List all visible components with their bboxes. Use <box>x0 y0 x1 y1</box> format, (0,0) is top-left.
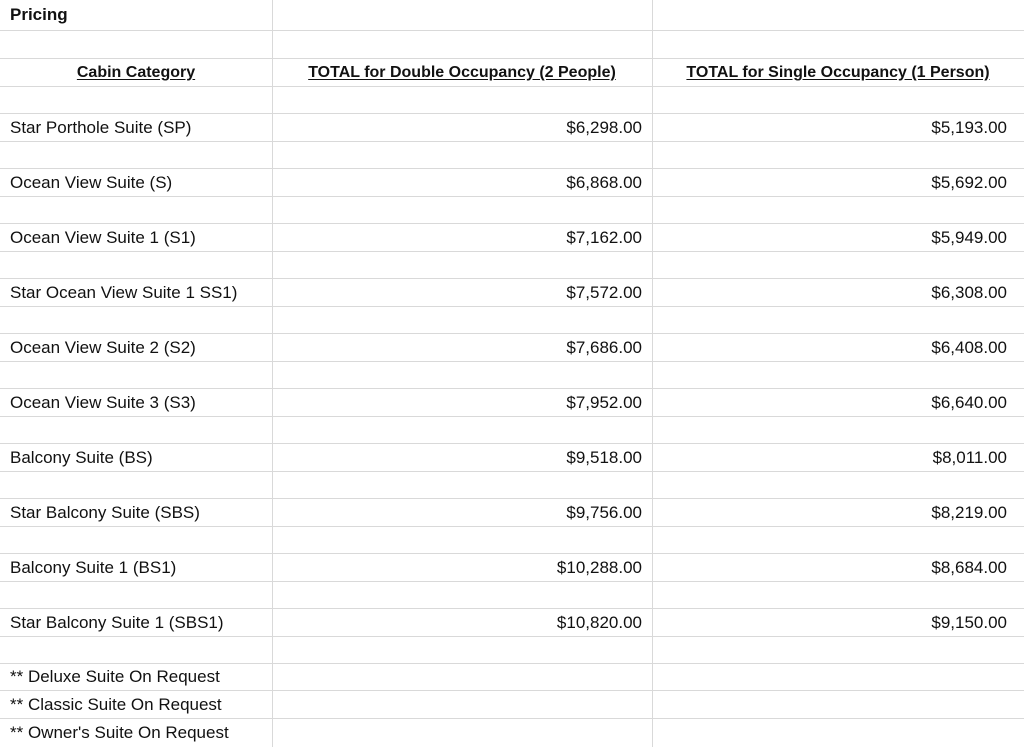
double-price-cell[interactable]: $7,162.00 <box>566 227 642 247</box>
double-price-cell[interactable]: $10,288.00 <box>556 557 642 577</box>
table-row <box>0 389 1024 417</box>
note-row <box>0 664 1024 691</box>
double-price-cell[interactable]: $7,686.00 <box>566 337 642 357</box>
double-price-cell[interactable]: $10,820.00 <box>556 612 642 632</box>
empty-row <box>0 582 1024 609</box>
table-row <box>0 169 1024 197</box>
cabin-category-cell[interactable]: Star Porthole Suite (SP) <box>10 117 192 137</box>
single-price-cell[interactable]: $9,150.00 <box>931 612 1007 632</box>
single-price-cell[interactable]: $5,949.00 <box>931 227 1007 247</box>
empty-row <box>0 472 1024 499</box>
table-row <box>0 444 1024 472</box>
empty-row <box>0 197 1024 224</box>
cabin-category-cell[interactable]: Ocean View Suite 3 (S3) <box>10 392 196 412</box>
empty-row <box>0 252 1024 279</box>
note-row <box>0 719 1024 747</box>
empty-row <box>0 417 1024 444</box>
cabin-category-cell[interactable]: Star Balcony Suite (SBS) <box>10 502 200 522</box>
table-row <box>0 554 1024 582</box>
cabin-category-cell[interactable]: Ocean View Suite 1 (S1) <box>10 227 196 247</box>
cell[interactable] <box>652 0 1024 30</box>
cabin-category-cell[interactable]: Star Ocean View Suite 1 SS1) <box>10 282 238 302</box>
note-cell[interactable]: ** Owner's Suite On Request <box>10 723 229 742</box>
table-row <box>0 499 1024 527</box>
double-price-cell[interactable]: $6,298.00 <box>566 117 642 137</box>
header-double-occupancy[interactable]: TOTAL for Double Occupancy (2 People) <box>308 63 616 81</box>
cabin-category-cell[interactable]: Star Balcony Suite 1 (SBS1) <box>10 612 224 632</box>
single-price-cell[interactable]: $8,219.00 <box>931 502 1007 522</box>
double-price-cell[interactable]: $7,572.00 <box>566 282 642 302</box>
title-row <box>0 0 1024 31</box>
double-price-cell[interactable]: $6,868.00 <box>566 172 642 192</box>
cell[interactable] <box>272 0 652 30</box>
empty-row <box>0 142 1024 169</box>
header-cabin-category[interactable]: Cabin Category <box>76 63 196 81</box>
single-price-cell[interactable]: $8,011.00 <box>932 447 1007 467</box>
empty-row <box>0 527 1024 554</box>
single-price-cell[interactable]: $5,193.00 <box>931 117 1007 137</box>
double-price-cell[interactable]: $7,952.00 <box>566 392 642 412</box>
table-row <box>0 114 1024 142</box>
cabin-category-cell[interactable]: Ocean View Suite (S) <box>10 172 173 192</box>
empty-row <box>0 637 1024 664</box>
header-single-occupancy[interactable]: TOTAL for Single Occupancy (1 Person) <box>686 63 990 81</box>
double-price-cell[interactable]: $9,518.00 <box>566 447 642 467</box>
table-row <box>0 609 1024 637</box>
table-row <box>0 334 1024 362</box>
single-price-cell[interactable]: $6,308.00 <box>931 282 1007 302</box>
table-row <box>0 279 1024 307</box>
empty-row <box>0 31 1024 59</box>
cabin-category-cell[interactable]: Ocean View Suite 2 (S2) <box>10 337 196 357</box>
note-cell[interactable]: ** Classic Suite On Request <box>10 694 222 714</box>
note-row <box>0 691 1024 719</box>
single-price-cell[interactable]: $8,684.00 <box>931 557 1007 577</box>
cabin-category-cell[interactable]: Balcony Suite (BS) <box>10 447 153 467</box>
single-price-cell[interactable]: $6,408.00 <box>931 337 1007 357</box>
empty-row <box>0 362 1024 389</box>
single-price-cell[interactable]: $6,640.00 <box>931 392 1007 412</box>
sheet-title[interactable]: Pricing <box>10 5 68 24</box>
double-price-cell[interactable]: $9,756.00 <box>566 502 642 522</box>
empty-row <box>0 87 1024 114</box>
table-row <box>0 224 1024 252</box>
note-cell[interactable]: ** Deluxe Suite On Request <box>10 667 220 686</box>
header-row <box>0 59 1024 87</box>
cabin-category-cell[interactable]: Balcony Suite 1 (BS1) <box>10 557 177 577</box>
empty-row <box>0 307 1024 334</box>
single-price-cell[interactable]: $5,692.00 <box>931 172 1007 192</box>
